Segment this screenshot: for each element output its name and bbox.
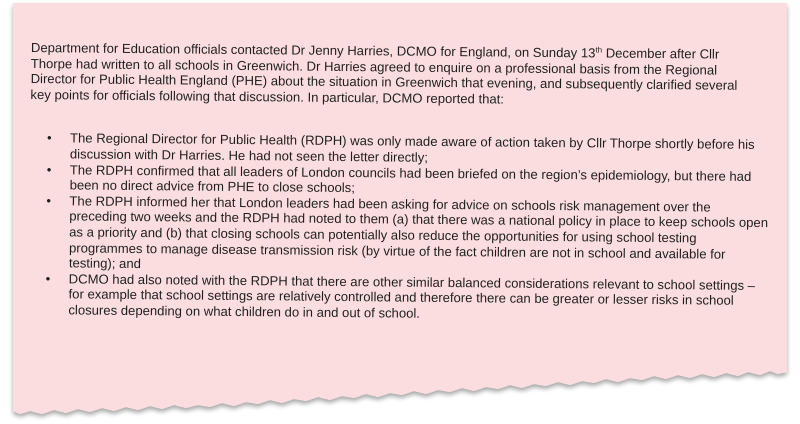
bullet-icon: • — [46, 130, 52, 146]
list-item — [29, 193, 770, 278]
date-superscript: th — [595, 45, 603, 55]
intro-text: Department for Education officials contacted Dr Jenny Harries, DCMO for England, on Sunday 13 — [30, 40, 596, 61]
list-item-text: The RDPH informed her that London leaders had been asking for advice on schools risk management over the preceding two weeks and the RDPH had noted to them (a) that there was a national policy in place to keep schools open as a priority and (b) that closing schools can potentially also reduce the opportunities for using school testing programmes to manage disease transmission risk (by virtue of the fact children are not in school and available for testing); and — [68, 193, 769, 272]
bullet-icon: • — [46, 161, 52, 177]
bullet-icon: • — [46, 192, 52, 208]
bullet-list — [28, 130, 770, 324]
list-item-text: DCMO had also noted with the RDPH that there are other similar balanced considerations relevant to school settings – for example that school settings are relatively controlled and therefore there can be greater or lesser risks in school closures depending on what children do in and out of school. — [68, 271, 756, 321]
list-item — [28, 271, 768, 325]
list-item-text: The Regional Director for Public Health (RDPH) was only made aware of action taken by Cllr Thorpe shortly before his discussion with Dr Harries. He had not seen the letter directly; — [69, 130, 755, 165]
bullet-icon: • — [45, 270, 51, 286]
intro-paragraph — [30, 40, 756, 109]
intro-text-rest: December after Cllr Thorpe had written to all schools in Greenwich. Dr Harries agreed to enquire on a professional basis from the Regional Director for Public Health England (PHE) about the situation in Greenwich that evening, and subsequently clarified several key points for officials following that discussion. In particular, DCMO reported that: — [30, 45, 738, 107]
document-body — [28, 40, 771, 325]
list-item-text: The RDPH confirmed that all leaders of London councils had been briefed on the region’s epidemiology, but there had been no direct advice from PHE to close schools; — [69, 161, 752, 196]
